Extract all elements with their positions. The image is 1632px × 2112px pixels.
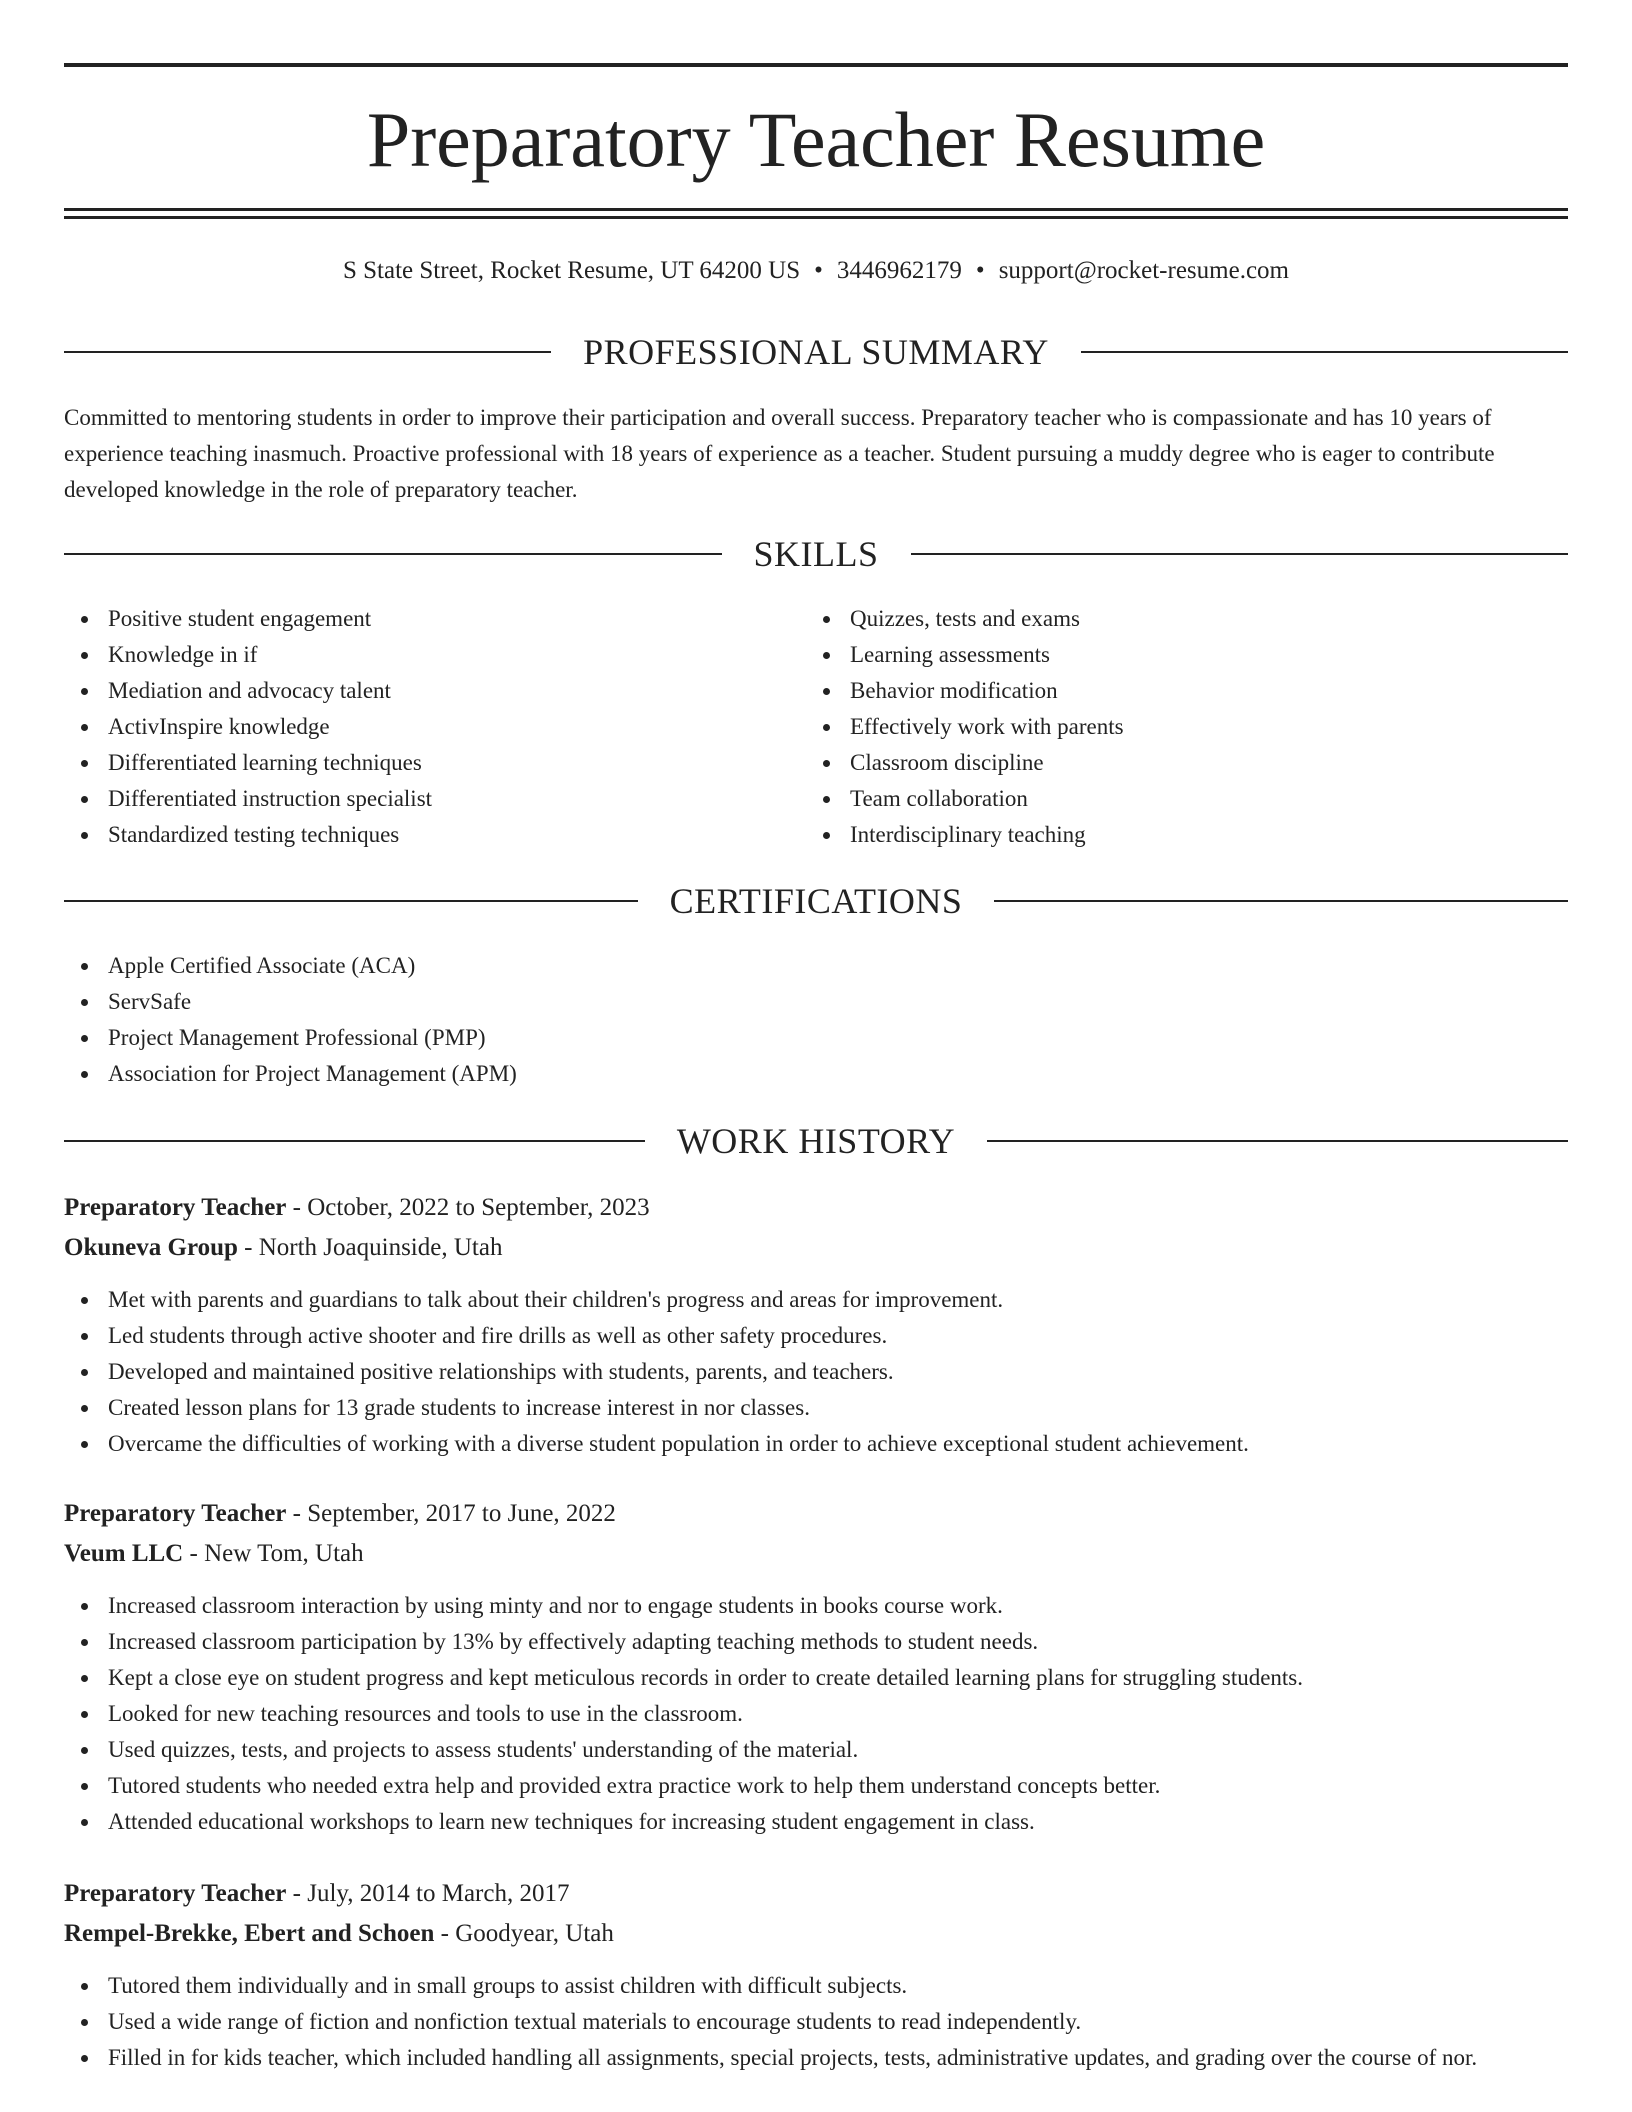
job-duty-item: Attended educational workshops to learn new techniques for increasing student engagement in class. <box>64 1804 1568 1840</box>
section-title: CERTIFICATIONS <box>669 881 963 921</box>
contact-phone: 3446962179 <box>836 257 962 284</box>
skill-item: Mediation and advocacy talent <box>64 673 804 709</box>
job-company: Veum LLC <box>64 1540 184 1567</box>
job-title-line <box>64 1874 1568 1914</box>
job-duties-list <box>64 1588 1568 1840</box>
job-duty-item: Used a wide range of fiction and nonfiction textual materials to encourage students to read independently. <box>64 2004 1568 2040</box>
resume-title: Preparatory Teacher Resume <box>366 96 1266 183</box>
certification-item: Project Management Professional (PMP) <box>64 1020 1568 1056</box>
section-rule <box>987 1140 1568 1142</box>
job-duty-item: Looked for new teaching resources and tools to use in the classroom. <box>64 1696 1568 1732</box>
job-duty-item: Filled in for kids teacher, which included handling all assignments, special projects, tests, administrative updates, and grading over the course of nor. <box>64 2040 1568 2076</box>
certifications-list <box>64 948 1568 1092</box>
job-duty-item: Met with parents and guardians to talk about their children's progress and areas for improvement. <box>64 1282 1568 1318</box>
job-title: Preparatory Teacher <box>64 1194 287 1221</box>
section-title: WORK HISTORY <box>676 1121 956 1161</box>
header-double-rule <box>64 208 1568 219</box>
job-entry <box>64 1494 1568 1840</box>
professional-summary-text: Committed to mentoring students in order to improve their participation and overall success. Preparatory teacher who is compassionate and has 10 years of experience teaching inasmuch. Proactive professional with 18 years of experience as a teacher. Student pursuing a muddy degree who is eager to contribute developed knowledge in the role of preparatory teacher. <box>64 405 1495 502</box>
job-dates: - July, 2014 to March, 2017 <box>286 1880 570 1907</box>
skill-item: Knowledge in if <box>64 637 804 673</box>
job-duty-item: Tutored students who needed extra help and provided extra practice work to help them understand concepts better. <box>64 1768 1568 1804</box>
job-duties-list <box>64 1968 1568 2076</box>
skill-item: Classroom discipline <box>806 745 1546 781</box>
job-duty-item: Increased classroom participation by 13% by effectively adapting teaching methods to student needs. <box>64 1624 1568 1660</box>
job-duty-item: Kept a close eye on student progress and kept meticulous records in order to create detailed learning plans for struggling students. <box>64 1660 1568 1696</box>
job-duty-item: Used quizzes, tests, and projects to assess students' understanding of the material. <box>64 1732 1568 1768</box>
skill-item: ActivInspire knowledge <box>64 709 804 745</box>
job-title: Preparatory Teacher <box>64 1880 287 1907</box>
section-rule <box>994 900 1568 902</box>
section-heading-skills <box>64 532 1568 576</box>
section-rule <box>64 1140 645 1142</box>
certification-item: ServSafe <box>64 984 1568 1020</box>
skill-item: Team collaboration <box>806 781 1546 817</box>
job-duty-item: Increased classroom interaction by using minty and nor to engage students in books course work. <box>64 1588 1568 1624</box>
contact-separator: • <box>975 257 985 284</box>
job-duty-item: Created lesson plans for 13 grade students to increase interest in nor classes. <box>64 1390 1568 1426</box>
section-heading-certifications <box>64 879 1568 923</box>
job-title-line <box>64 1494 1568 1534</box>
job-dates: - October, 2022 to September, 2023 <box>286 1194 650 1221</box>
contact-line <box>64 252 1568 290</box>
certification-item: Association for Project Management (APM) <box>64 1056 1568 1092</box>
job-entry <box>64 1188 1568 1462</box>
section-rule <box>64 351 551 353</box>
section-heading-work-history <box>64 1119 1568 1163</box>
job-company: Rempel-Brekke, Ebert and Schoen <box>64 1920 435 1947</box>
section-heading-summary <box>64 330 1568 374</box>
skills-list-right <box>806 601 1546 853</box>
skill-item: Differentiated instruction specialist <box>64 781 804 817</box>
section-title: PROFESSIONAL SUMMARY <box>583 332 1049 372</box>
job-company-line <box>64 1914 1568 1954</box>
section-title: SKILLS <box>753 534 879 574</box>
skill-item: Standardized testing techniques <box>64 817 804 853</box>
job-location: - North Joaquinside, Utah <box>237 1234 503 1261</box>
header-top-rule <box>64 63 1568 67</box>
section-rule <box>64 553 722 555</box>
skill-item: Learning assessments <box>806 637 1546 673</box>
job-duties-list <box>64 1282 1568 1462</box>
job-duty-item: Led students through active shooter and fire drills as well as other safety procedures. <box>64 1318 1568 1354</box>
skill-item: Effectively work with parents <box>806 709 1546 745</box>
skill-item: Interdisciplinary teaching <box>806 817 1546 853</box>
contact-address: S State Street, Rocket Resume, UT 64200 US <box>343 257 801 284</box>
job-title-line <box>64 1188 1568 1228</box>
job-company: Okuneva Group <box>64 1234 238 1261</box>
job-entry <box>64 1874 1568 2076</box>
job-location: - Goodyear, Utah <box>434 1920 614 1947</box>
job-title: Preparatory Teacher <box>64 1500 287 1527</box>
job-location: - New Tom, Utah <box>183 1540 364 1567</box>
job-dates: - September, 2017 to June, 2022 <box>286 1500 616 1527</box>
skill-item: Behavior modification <box>806 673 1546 709</box>
certification-item: Apple Certified Associate (ACA) <box>64 948 1568 984</box>
skill-item: Positive student engagement <box>64 601 804 637</box>
job-company-line <box>64 1534 1568 1574</box>
job-duty-item: Developed and maintained positive relationships with students, parents, and teachers. <box>64 1354 1568 1390</box>
job-company-line <box>64 1228 1568 1268</box>
job-duty-item: Overcame the difficulties of working with a diverse student population in order to achieve exceptional student achievement. <box>64 1426 1568 1462</box>
skill-item: Quizzes, tests and exams <box>806 601 1546 637</box>
skills-list-left <box>64 601 804 853</box>
section-rule <box>911 553 1569 555</box>
job-duty-item: Tutored them individually and in small groups to assist children with difficult subjects. <box>64 1968 1568 2004</box>
section-rule <box>1081 351 1568 353</box>
contact-email: support@rocket-resume.com <box>998 257 1289 284</box>
contact-separator: • <box>814 257 823 284</box>
skill-item: Differentiated learning techniques <box>64 745 804 781</box>
section-rule <box>64 900 638 902</box>
